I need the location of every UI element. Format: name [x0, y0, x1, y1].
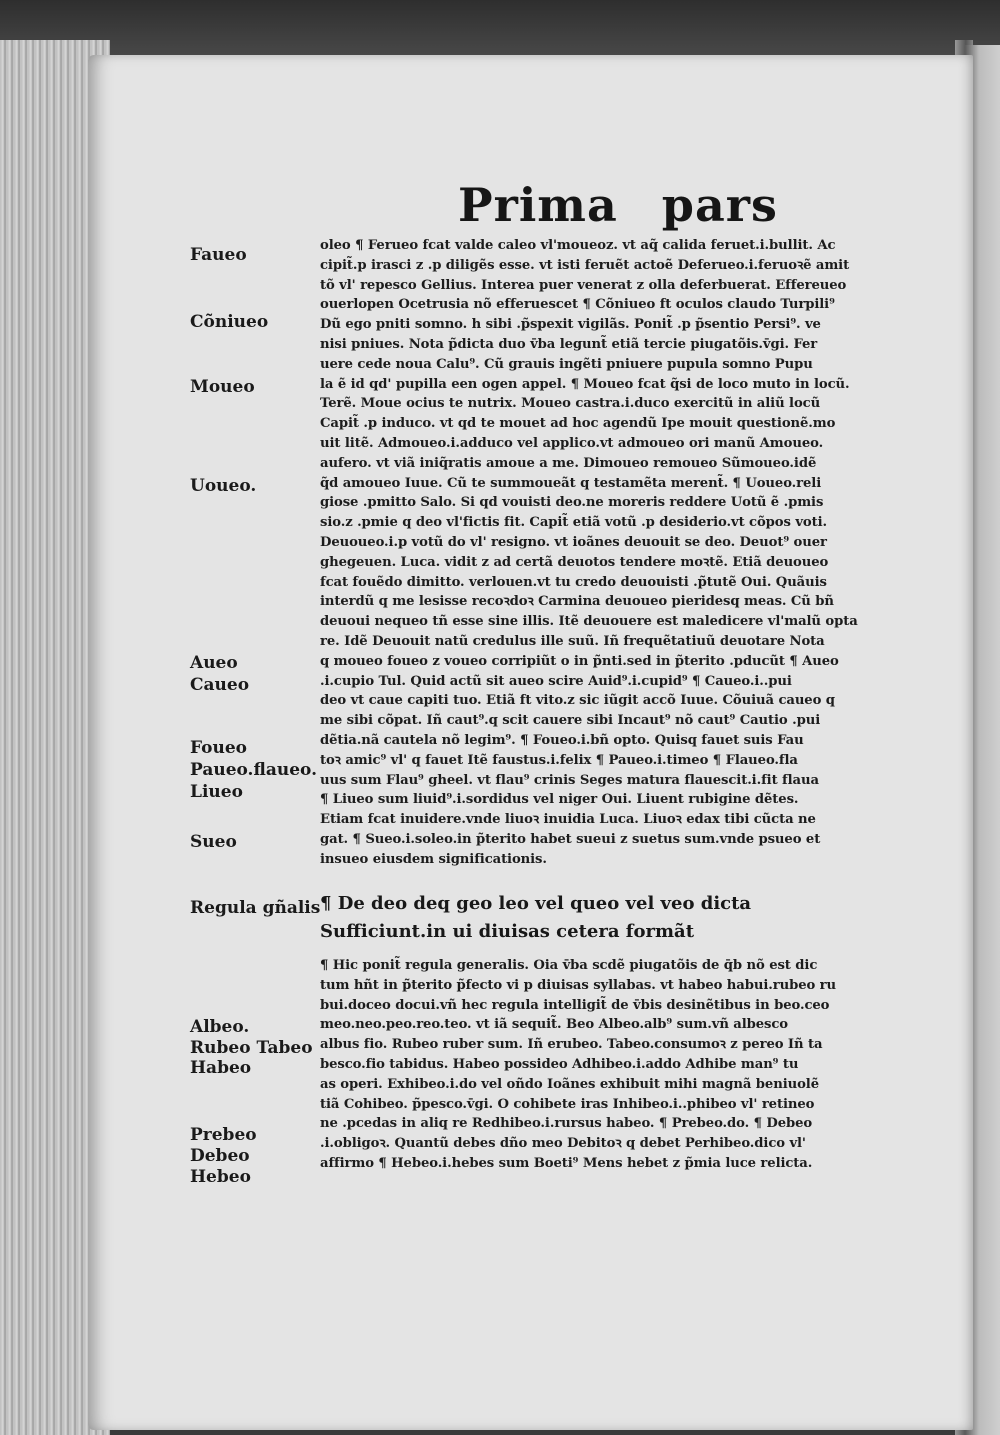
text-line: tiã Cohibeo. p̃pesco.v̄gi. O cohibete iras Inhibeo.i..phibeo vl' retineo: [320, 1096, 815, 1112]
text-line: Dũ ego pniti somno. h sibi .p̃spexit vigilãs. Ponit̃ .p p̃sentio Persi⁹. ve: [320, 317, 821, 333]
margin-note: Uoueo.: [190, 476, 257, 496]
text-line: ¶ Liueo sum liuid⁹.i.sordidus vel niger Oui. Liuent rubigine dẽtes.: [320, 792, 799, 808]
margin-note: Foueo: [190, 738, 247, 758]
margin-note: Liueo: [190, 782, 243, 802]
margin-note: Rubeo Tabeo: [190, 1038, 313, 1058]
text-line: affirmo ¶ Hebeo.i.hebes sum Boeti⁹ Mens hebet z p̃mia luce relicta.: [320, 1155, 813, 1171]
text-line: Terẽ. Moue ocius te nutrix. Moueo castra.i.duco exercitũ in aliũ locũ: [320, 396, 821, 412]
text-line: ¶ Hic ponit̃ regula generalis. Oia v̄ba scdẽ piugatõis de q̄b nõ est dic: [320, 958, 818, 973]
text-line: insueo eiusdem significationis.: [320, 851, 547, 867]
text-line: dẽtia.nã cautela nõ legim⁹. ¶ Foueo.i.bñ opto. Quisq fauet suis Fau: [320, 732, 804, 748]
text-line: uere cede noua Calu⁹. Cũ grauis ingẽti pniuere pupula somno Pupu: [320, 356, 813, 372]
margin-note: Debeo: [190, 1146, 250, 1166]
rule-line: Sufficiunt.in ui diuisas cetera formãt: [320, 921, 695, 942]
text-line: giose .pmitto Salo. Si qd vouisti deo.ne moreris reddere Uotũ ẽ .pmis: [320, 495, 824, 511]
book-background-top: [0, 0, 1000, 60]
text-line: tõ vl' repesco Gellius. Interea puer venerat z olla deferbuerat. Effereueo: [320, 277, 847, 293]
margin-note: Aueo: [190, 653, 238, 673]
margin-note: Moueo: [190, 377, 255, 397]
text-line: albus fio. Rubeo ruber sum. Iñ erubeo. Tabeo.consumoꝛ z pereo Iñ ta: [320, 1037, 823, 1053]
text-line: Capit̃ .p induco. vt qd te mouet ad hoc agendũ Ipe mouit questionẽ.mo: [320, 416, 836, 432]
margin-note: Prebeo: [190, 1125, 257, 1145]
text-line: tum hñt in p̃terito p̃fecto vi p diuisas syllabas. vt habeo habui.rubeo ru: [320, 977, 837, 993]
text-line: sio.z .pmie q deo vl'fictis fit. Capit̃ etiã votũ .p desiderio.vt cõpos voti.: [320, 515, 827, 531]
text-line: aufero. vt viã iniq̃ratis amoue a me. Dimoueo remoueo Sũmoueo.idẽ: [320, 455, 817, 471]
text-line: toꝛ amic⁹ vl' q fauet Itẽ faustus.i.felix ¶ Paueo.i.timeo ¶ Flaueo.fla: [320, 752, 798, 768]
rule-verse: [320, 890, 900, 946]
text-line: deuoui nequeo tñ esse sine illis. Itẽ deuouere est maledicere vl'malũ opta: [320, 614, 858, 630]
rule-line: ¶ De deo deq geo leo vel queo vel veo dicta: [320, 893, 752, 914]
running-head: [458, 178, 778, 232]
text-line: as operi. Exhibeo.i.do vel oñdo Ioãnes exhibuit mihi magnã beniuolẽ: [320, 1076, 819, 1092]
text-line: me sibi cõpat. Iñ caut⁹.q scit cauere sibi Incaut⁹ nõ caut⁹ Cautio .pui: [320, 713, 821, 729]
text-line: gat. ¶ Sueo.i.soleo.in p̃terito habet sueui z suetus sum.vnde psueo et: [320, 831, 821, 847]
text-line: interdũ q me lesisse recoꝛdoꝛ Carmina deuoueo pieridesq meas. Cũ bñ: [320, 594, 834, 610]
text-line: .i.obligoꝛ. Quantũ debes dño meo Debitoꝛ q debet Perhibeo.dico vl': [320, 1136, 806, 1152]
margin-note: Habeo: [190, 1058, 252, 1078]
text-line: q moueo foueo z voueo corripiũt o in p̃nti.sed in p̃terito .pducũt ¶ Aueo: [320, 653, 839, 669]
text-line: fcat fouẽdo dimitto. verlouen.vt tu credo deuouisti .p̃tutẽ Oui. Quãuis: [320, 574, 827, 590]
text-line: ouerlopen Ocetrusia nõ efferuescet ¶ Cõniueo ft oculos claudo Turpili⁹: [320, 297, 835, 313]
text-line: meo.neo.peo.reo.teo. vt iã sequit̃. Beo Albeo.alb⁹ sum.vñ albesco: [320, 1017, 789, 1033]
text-line: oleo ¶ Ferueo fcat valde caleo vl'moueoz. vt aq̃ calida feruet.i.bullit. Ac: [320, 238, 836, 253]
text-line: ghegeuen. Luca. vidit z ad certã deuotos tendere moꝛtẽ. Etiã deuoueo: [320, 554, 829, 570]
text-line: q̃d amoueo Iuue. Cũ te summoueãt q testamẽta merent̃. ¶ Uoueo.reli: [320, 475, 822, 491]
running-head-word2: pars: [661, 178, 778, 232]
margin-note: Hebeo: [190, 1167, 251, 1187]
text-line: Deuoueo.i.p votũ do vl' resigno. vt ioãnes deuouit se deo. Deuot⁹ ouer: [320, 534, 827, 550]
text-line: uit litẽ. Admoueo.i.adduco vel applico.vt admoueo ori manũ Amoueo.: [320, 435, 824, 451]
text-line: besco.fio tabidus. Habeo possideo Adhibeo.i.addo Adhibe man⁹ tu: [320, 1056, 799, 1072]
text-line: cipit̃.p irasci z .p diligẽs esse. vt isti feruẽt actoẽ Deferueo.i.feruoꝛẽ amit: [320, 257, 850, 273]
margin-note: Faueo: [190, 245, 247, 265]
running-head-word1: Prima: [458, 178, 618, 232]
text-line: Etiam fcat inuidere.vnde liuoꝛ inuidia Luca. Liuoꝛ edax tibi cũcta ne: [320, 812, 816, 828]
text-line: re. Idẽ Deuouit natũ credulus ille suũ. Iñ frequẽtatiuũ deuotare Nota: [320, 633, 825, 649]
text-line: uus sum Flau⁹ gheel. vt flau⁹ crinis Seges matura flauescit.i.fit flaua: [320, 772, 819, 788]
text-line: deo vt caue capiti tuo. Etiã ft vito.z sic iũgit accõ Iuue. Cõuiuã caueo q: [320, 693, 835, 709]
margin-note: Cõniueo: [190, 312, 269, 332]
commentary-text-block: [320, 956, 900, 1174]
margin-note: Caueo: [190, 675, 250, 695]
text-line: la ẽ id qd' pupilla een ogen appel. ¶ Moueo fcat q̃si de loco muto in locũ.: [320, 376, 850, 392]
margin-note: Paueo.flaueo.: [190, 760, 317, 780]
main-text-block: [320, 236, 880, 870]
text-line: ne .pcedas in aliq re Redhibeo.i.rursus habeo. ¶ Prebeo.do. ¶ Debeo: [320, 1116, 813, 1132]
margin-note: Sueo: [190, 832, 237, 852]
text-line: bui.doceo docui.vñ hec regula intelligit̃ de v̄bis desinẽtibus in beo.ceo: [320, 997, 830, 1013]
text-line: nisi pniues. Nota p̃dicta duo v̄ba legunt̃ etiã tercie piugatõis.v̄gi. Fer: [320, 336, 818, 352]
text-line: .i.cupio Tul. Quid actũ sit aueo scire Auid⁹.i.cupid⁹ ¶ Caueo.i..pui: [320, 673, 792, 689]
margin-note: Albeo.: [190, 1017, 250, 1037]
margin-note: Regula gñalis: [190, 898, 321, 918]
